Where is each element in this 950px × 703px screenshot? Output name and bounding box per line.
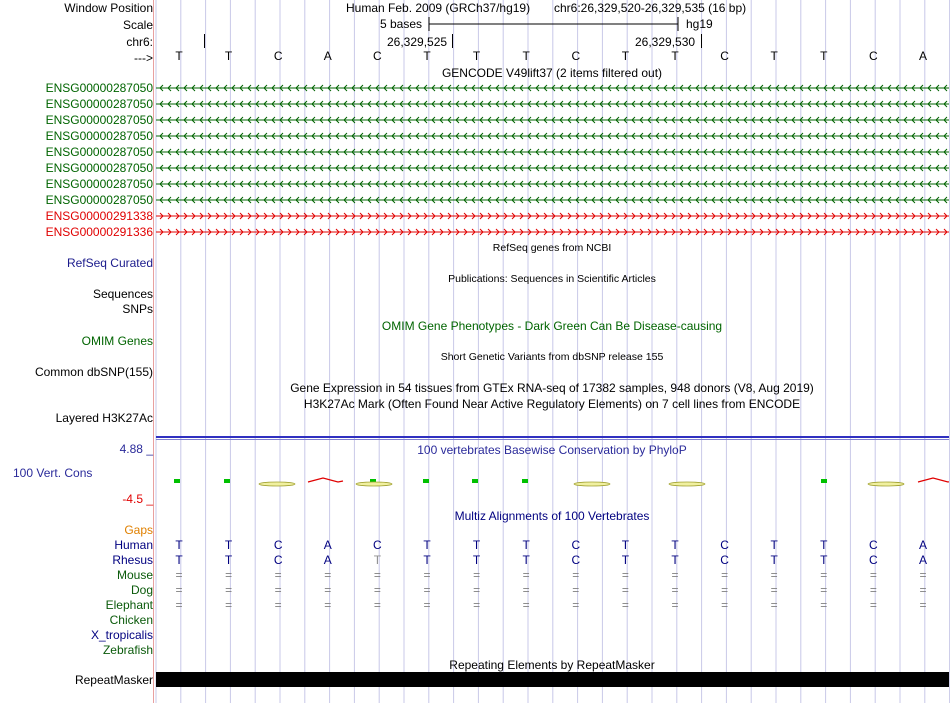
match-symbol: = [473, 568, 481, 582]
match-symbol: = [175, 568, 183, 582]
match-symbol: = [770, 598, 778, 612]
gtex-title[interactable]: Gene Expression in 54 tissues from GTEx RNA-seq of 17382 samples, 948 donors (V8, Aug 2019) [290, 381, 814, 395]
match-symbol: = [274, 568, 282, 582]
cons-mark-positive [423, 479, 429, 483]
match-symbol: = [175, 583, 183, 597]
aligned-base: A [918, 538, 927, 552]
match-symbol: = [721, 583, 729, 597]
sequences-label[interactable]: Sequences [92, 287, 153, 301]
scale-label: Scale [122, 18, 153, 32]
match-symbol: = [225, 583, 233, 597]
aligned-base: T [175, 553, 183, 567]
refseq-label[interactable]: RefSeq Curated [66, 256, 153, 270]
base-10: T [671, 49, 679, 63]
match-symbol: = [869, 568, 877, 582]
match-symbol: = [919, 568, 927, 582]
match-symbol: = [572, 568, 580, 582]
coord-label-1: 26,329,525 [387, 35, 448, 49]
match-symbol: = [324, 568, 332, 582]
aligned-base: T [472, 553, 481, 567]
ruler-tick-1 [204, 34, 205, 48]
match-symbol: = [820, 598, 828, 612]
match-symbol: = [522, 598, 530, 612]
base-8: C [571, 49, 581, 63]
h3k27-signal-bar-2 [156, 439, 949, 440]
window-position-label: Window Position [64, 1, 153, 15]
gene-label[interactable]: ENSG00000291338 [45, 209, 153, 223]
base-5: T [423, 49, 431, 63]
base-2: C [273, 49, 283, 63]
aligned-base: C [869, 553, 878, 567]
position-readout[interactable]: chr6:26,329,520-26,329,535 (16 bp) [554, 1, 747, 15]
gaps-label[interactable]: Gaps [124, 523, 153, 537]
match-symbol: = [621, 598, 629, 612]
snps-label[interactable]: SNPs [122, 302, 153, 316]
cons-mark-positive [821, 479, 827, 483]
aligned-base: T [671, 538, 679, 552]
match-symbol: = [274, 598, 282, 612]
gene-label[interactable]: ENSG00000291336 [45, 225, 153, 239]
cons-title[interactable]: 100 vertebrates Basewise Conservation by PhyloP [417, 443, 687, 457]
match-symbol: = [671, 598, 679, 612]
gene-track-line[interactable] [156, 84, 949, 92]
base-12: T [770, 49, 778, 63]
multiz-title[interactable]: Multiz Alignments of 100 Vertebrates [454, 509, 650, 523]
base-1: T [224, 49, 233, 63]
gene-label[interactable]: ENSG00000287050 [45, 161, 153, 175]
gene-track-line[interactable] [156, 196, 949, 204]
gene-track-line[interactable] [156, 100, 949, 108]
match-symbol: = [919, 598, 927, 612]
match-symbol: = [423, 568, 431, 582]
match-symbol: = [225, 568, 233, 582]
gene-track-line[interactable] [156, 212, 949, 220]
aligned-base: T [522, 538, 530, 552]
species-label[interactable]: Elephant [105, 598, 153, 612]
match-symbol: = [869, 583, 877, 597]
base-9: T [621, 49, 630, 63]
match-symbol: = [473, 583, 481, 597]
ruler-tick-3 [701, 34, 702, 48]
h3k27-signal-bar [156, 436, 949, 438]
scale-bases: 5 bases [380, 17, 423, 31]
base-3: A [323, 49, 332, 63]
cons-min: -4.5 _ [122, 492, 153, 506]
match-symbol: = [423, 583, 431, 597]
scale-db: hg19 [686, 17, 713, 31]
repeatmasker-block[interactable] [156, 672, 949, 687]
gene-label[interactable]: ENSG00000287050 [45, 177, 153, 191]
ruler-tick-2 [452, 34, 453, 48]
cons-max: 4.88 _ [119, 442, 153, 456]
label-divider [153, 0, 154, 703]
match-symbol: = [225, 598, 233, 612]
match-symbol: = [175, 598, 183, 612]
omim-label[interactable]: OMIM Genes [81, 334, 153, 348]
scale-bar [428, 17, 680, 31]
match-symbol: = [721, 598, 729, 612]
match-symbol: = [324, 583, 332, 597]
aligned-base: T [522, 553, 530, 567]
cons-wiggle [156, 472, 949, 492]
aligned-base: T [671, 553, 679, 567]
gene-label[interactable]: ENSG00000287050 [45, 129, 153, 143]
match-symbol: = [522, 583, 530, 597]
cons-mark-negative [918, 478, 949, 482]
species-label[interactable]: X_tropicalis [90, 628, 153, 642]
aligned-base: T [224, 553, 233, 567]
base-4: C [373, 49, 382, 63]
gene-label[interactable]: ENSG00000287050 [45, 145, 153, 159]
cons-mark-positive [174, 479, 180, 483]
cons-mark-low [356, 482, 392, 486]
refseq-title[interactable]: RefSeq genes from NCBI [492, 242, 612, 254]
match-symbol: = [522, 568, 530, 582]
cons-mark-low [574, 482, 610, 486]
aligned-base: T [820, 553, 828, 567]
aligned-base: T [770, 553, 778, 567]
omim-title[interactable]: OMIM Gene Phenotypes - Dark Green Can Be Disease-causing [381, 319, 723, 333]
aligned-base: C [720, 538, 729, 552]
aligned-base: T [621, 553, 630, 567]
match-symbol: = [721, 568, 729, 582]
species-label[interactable]: Mouse [116, 568, 153, 582]
cons-mark-low [259, 482, 295, 486]
aligned-base: C [571, 538, 581, 552]
h3k27-title[interactable]: H3K27Ac Mark (Often Found Near Active Regulatory Elements) on 7 cell lines from ENCODE [303, 397, 801, 411]
match-symbol: = [869, 598, 877, 612]
match-symbol: = [274, 583, 282, 597]
repeat-title[interactable]: Repeating Elements by RepeatMasker [449, 658, 655, 672]
gene-label[interactable]: ENSG00000287050 [45, 81, 153, 95]
gencode-title[interactable]: GENCODE V49lift37 (2 items filtered out) [441, 66, 663, 80]
aligned-base: T [175, 538, 183, 552]
aligned-base: A [323, 538, 332, 552]
cons-mark-positive [472, 479, 478, 483]
aligned-base: T [770, 538, 778, 552]
match-symbol: = [373, 583, 381, 597]
match-symbol: = [572, 583, 580, 597]
pubs-title[interactable]: Publications: Sequences in Scientific Articles [448, 273, 656, 285]
base-13: T [820, 49, 828, 63]
aligned-base: T [820, 538, 828, 552]
cons-mark-low [868, 482, 904, 486]
gene-track-line[interactable] [156, 132, 949, 140]
repeat-label[interactable]: RepeatMasker [74, 673, 153, 687]
base-15: A [918, 49, 927, 63]
gene-label[interactable]: ENSG00000287050 [45, 97, 153, 111]
aligned-base: C [273, 538, 283, 552]
cons-mark-negative [308, 478, 343, 482]
gene-label[interactable]: ENSG00000287050 [45, 193, 153, 207]
chrom-label: chr6: [126, 35, 153, 49]
match-symbol: = [770, 583, 778, 597]
match-symbol: = [671, 583, 679, 597]
species-label[interactable]: Zebrafish [102, 643, 153, 657]
gene-track-line[interactable] [156, 164, 949, 172]
gene-track-line[interactable] [156, 228, 949, 236]
coord-label-2: 26,329,530 [635, 35, 696, 49]
species-label[interactable]: Chicken [109, 613, 153, 627]
assembly-name[interactable]: Human Feb. 2009 (GRCh37/hg19) [346, 1, 531, 15]
match-symbol: = [473, 598, 481, 612]
match-symbol: = [770, 568, 778, 582]
aligned-base: T [423, 553, 431, 567]
match-symbol: = [423, 598, 431, 612]
match-symbol: = [919, 583, 927, 597]
aligned-base: C [720, 553, 729, 567]
aligned-base: T [224, 538, 233, 552]
base-7: T [522, 49, 530, 63]
aligned-base: T [373, 553, 382, 567]
dbsnp-label[interactable]: Common dbSNP(155) [34, 365, 153, 379]
strand-label: ---> [134, 51, 153, 65]
cons-label[interactable]: 100 Vert. Cons [13, 466, 93, 480]
species-label[interactable]: Rhesus [112, 553, 153, 567]
gene-track-line[interactable] [156, 116, 949, 124]
match-symbol: = [621, 583, 629, 597]
base-6: T [472, 49, 481, 63]
gene-track-line[interactable] [156, 148, 949, 156]
species-label[interactable]: Human [114, 538, 153, 552]
dbsnp-title[interactable]: Short Genetic Variants from dbSNP release 155 [440, 351, 664, 363]
aligned-base: C [373, 538, 382, 552]
cons-mark-low [669, 482, 705, 486]
h3k27-label[interactable]: Layered H3K27Ac [55, 411, 153, 425]
match-symbol: = [820, 568, 828, 582]
aligned-base: C [571, 553, 581, 567]
aligned-base: T [621, 538, 630, 552]
aligned-base: C [273, 553, 283, 567]
cons-mark-positive [522, 479, 528, 483]
match-symbol: = [671, 568, 679, 582]
base-11: C [720, 49, 729, 63]
match-symbol: = [373, 568, 381, 582]
gene-track-line[interactable] [156, 180, 949, 188]
aligned-base: C [869, 538, 878, 552]
base-0: T [175, 49, 183, 63]
match-symbol: = [324, 598, 332, 612]
aligned-base: A [323, 553, 332, 567]
cons-mark-positive [224, 479, 230, 483]
base-14: C [869, 49, 878, 63]
aligned-base: T [423, 538, 431, 552]
match-symbol: = [572, 598, 580, 612]
aligned-base: T [472, 538, 481, 552]
species-label[interactable]: Dog [130, 583, 153, 597]
match-symbol: = [621, 568, 629, 582]
match-symbol: = [373, 598, 381, 612]
gene-label[interactable]: ENSG00000287050 [45, 113, 153, 127]
aligned-base: A [918, 553, 927, 567]
match-symbol: = [820, 583, 828, 597]
